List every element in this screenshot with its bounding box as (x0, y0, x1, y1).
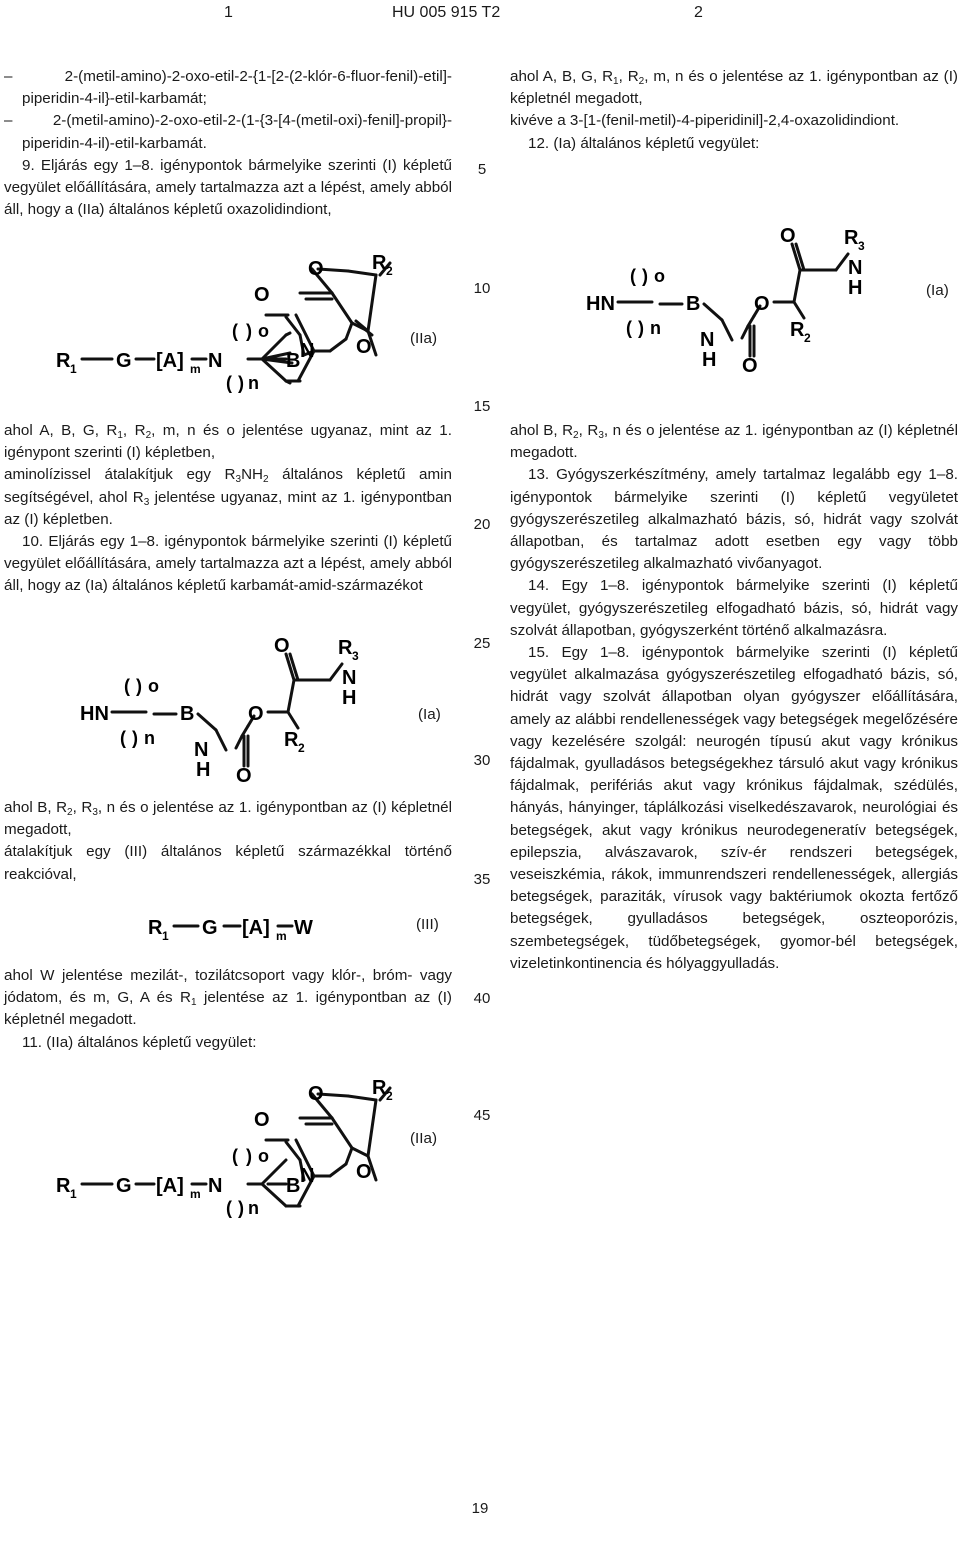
header-page-left: 1 (224, 4, 233, 21)
line-number: 25 (473, 635, 491, 652)
svg-text:R: R (284, 729, 299, 751)
left-claim10-cont (4, 797, 452, 886)
svg-text:N: N (300, 1165, 315, 1187)
svg-text:O: O (254, 284, 270, 306)
svg-text:): ) (246, 1146, 252, 1166)
svg-text:n: n (650, 318, 661, 338)
compound-item: – 2-(metil-amino)-2-oxo-etil-2-{1-[2-(2-klór-6-fluor-fenil)-etil]-piperidin-4-il}-etil-karbamát; (4, 68, 452, 108)
svg-text:R: R (56, 1175, 71, 1197)
svg-text:O: O (780, 225, 796, 247)
svg-text:G: G (116, 1175, 132, 1197)
definition-text: ahol B, $R_2$, $R_3$, n és o jelentése az 1. igénypontban az (I) képletnél megadott. (510, 422, 958, 462)
formula-IIa-2 (50, 1077, 450, 1220)
svg-text:R: R (844, 227, 859, 249)
svg-text:): ) (136, 676, 142, 696)
svg-text:N: N (700, 329, 715, 351)
definition-text: kivéve a 3-[1-(fenil-metil)-4-piperidinil]-2,4-oxazolidindiont. (510, 112, 900, 130)
svg-text:1: 1 (70, 1187, 77, 1201)
formula-label: (IIa) (410, 330, 438, 347)
definition-text: aminolízissel átalakítjuk egy $R_3NH_2$ általános képletű amin segítségével, ahol $R_3$ jelentése ugyanaz, mint az 1. igénypontban az (I) képletben. (4, 466, 452, 528)
claim-15: 15. Egy 1–8. igénypontok bármelyike szerinti (I) képletű vegyület alkalmazása gyógyszerészetileg elfogadható bázis, só, hidrát vagy szolvát állapotban olyan gyógyszer előállítására, amely az alábbi rendellenességek vagy betegségek megelőzésére vagy kezelésére szolgál: neurogén típusú akut vagy krónikus fájdalmak, gyulladásos betegségekhez társuló akut vagy krónikus fájdalmak, perifériás akut vagy krónikus fájdalmak, szédülés, hányás, hányinger, táplálkozási viselkedészavarok, neurológiai és betegségek, akut vagy krónikus neurodegeneratív betegségek, epilepszia, alvászavarok, szív-ér rendszeri betegségek, veseiszkémia, rákok, immunrendszeri rendellenességek, allergiás betegségek, paraziták, vírusok vagy baktériumok okozta fertőző betegségek, gyulladásos betegségek, oszteoporózis, szembetegségek, tüdőbetegségek, gyomor-bél betegségek, vizeletinkontinencia és hólyaggyulladás. (510, 644, 958, 972)
svg-text:O: O (248, 703, 264, 725)
svg-text:): ) (638, 318, 644, 338)
svg-text:): ) (132, 728, 138, 748)
svg-text:o: o (148, 676, 159, 696)
svg-text:): ) (238, 1198, 244, 1218)
svg-text:(: ( (232, 1146, 238, 1166)
svg-text:O: O (274, 635, 290, 657)
svg-text:H: H (196, 759, 211, 781)
line-number: 15 (473, 398, 491, 415)
left-claim10-end (4, 965, 452, 1054)
svg-text:n: n (248, 373, 259, 393)
definition-text: ahol W jelentése mezilát-, tozilátcsoport vagy klór-, bróm- vagy jódatom, és m, G, A és $R_1$ jelentése az 1. igénypontban az (I) képletnél megadott. (4, 967, 452, 1029)
claim-12: 12. (Ia) általános képletű vegyület: (528, 134, 760, 152)
svg-text:R: R (148, 917, 163, 939)
claim-10: 10. Eljárás egy 1–8. igénypontok bármelyike szerinti (I) képletű vegyület előállítására, amely tartalmazza azt a lépést, amely abból áll, hogy az (Ia) általános képletű karbamát-amid-származékot (4, 533, 452, 595)
svg-text:[A]: [A] (156, 350, 184, 372)
svg-text:O: O (754, 293, 770, 315)
svg-text:B: B (180, 703, 195, 725)
svg-text:m: m (190, 362, 201, 376)
svg-text:O: O (356, 336, 372, 358)
claim-14: 14. Egy 1–8. igénypontok bármelyike szerinti (I) képletű vegyület, gyógyszerészetileg elfogadható bázis, só, hidrát vagy szolvát állapotban, gyógyszerként történő alkalmazásra. (510, 577, 958, 639)
svg-text:R: R (56, 350, 71, 372)
line-number: 5 (477, 161, 487, 178)
claim-11: 11. (IIa) általános képletű vegyület: (22, 1033, 257, 1051)
svg-text:2: 2 (386, 264, 393, 278)
svg-text:3: 3 (352, 649, 359, 663)
svg-text:N: N (300, 340, 315, 362)
svg-text:o: o (258, 1146, 269, 1166)
svg-text:W: W (294, 917, 313, 939)
claim-13: 13. Gyógyszerkészítmény, amely tartalmaz legalább egy 1–8. igénypontok bármelyike szerinti (I) képletű vegyületet gyógyszerészetileg alkalmazható bázis, só, hidrát vagy szolvát állapotban, és tartalmaz adott esetben egy vagy több gyógyszerészetileg alkalmazható vivőanyagot. (510, 466, 958, 573)
svg-text:(: ( (226, 1198, 232, 1218)
svg-text:R: R (372, 252, 387, 274)
svg-text:n: n (248, 1198, 259, 1218)
left-intro-block (4, 66, 452, 221)
svg-text:G: G (202, 917, 218, 939)
svg-text:R: R (372, 1077, 387, 1099)
svg-text:G: G (116, 350, 132, 372)
definition-text: átalakítjuk egy (III) általános képletű származékkal történő reakcióval, (4, 843, 452, 883)
definition-text: ahol B, $R_2$, $R_3$, n és o jelentése az 1. igénypontban az (I) képletnél megadott, (4, 799, 452, 839)
definition-text: ahol A, B, G, $R_1$, $R_2$, m, n és o jelentése az 1. igénypontban az (I) képletnél megadott, (510, 68, 958, 108)
svg-text:2: 2 (298, 741, 305, 755)
definition-text: ahol A, B, G, $R_1$, $R_2$, m, n és o jelentése ugyanaz, mint az 1. igénypont szerinti (I) képletben, (4, 422, 452, 462)
svg-text:(: ( (226, 373, 232, 393)
right-claims-block (510, 420, 958, 975)
svg-text:n: n (144, 728, 155, 748)
svg-text:H: H (702, 349, 717, 371)
svg-text:1: 1 (70, 362, 77, 376)
svg-text:N: N (342, 667, 357, 689)
svg-text:H: H (848, 277, 863, 299)
svg-text:): ) (238, 373, 244, 393)
right-intro-block (510, 66, 958, 155)
formula-label: (IIa) (410, 1130, 438, 1147)
compound-item: – 2-(metil-amino)-2-oxo-etil-2-(1-{3-[4-(metil-oxi)-fenil]-propil}-piperidin-4-il)-etil-karbamát. (4, 112, 452, 152)
svg-text:m: m (190, 1187, 201, 1201)
svg-text:2: 2 (386, 1089, 393, 1103)
formula-Ia-2 (582, 225, 912, 377)
svg-text:N: N (848, 257, 863, 279)
svg-text:R: R (790, 319, 805, 341)
svg-text:H: H (342, 687, 357, 709)
formula-label: (Ia) (418, 706, 441, 723)
svg-text:(: ( (124, 676, 130, 696)
page-number: 19 (471, 1500, 489, 1517)
svg-text:(: ( (120, 728, 126, 748)
svg-text:2: 2 (804, 331, 811, 345)
svg-text:O: O (308, 1083, 324, 1105)
line-number: 45 (473, 1107, 491, 1124)
svg-text:[A]: [A] (242, 917, 270, 939)
formula-Ia-1 (76, 635, 406, 787)
header-patent-number: HU 005 915 T2 (392, 4, 501, 21)
claim-9: 9. Eljárás egy 1–8. igénypontok bármelyike szerinti (I) képletű vegyület előállítására, amely tartalmazza azt a lépést, amely abból áll, hogy a (IIa) általános képletű oxazolidindiont, (4, 156, 452, 219)
line-number: 10 (473, 280, 491, 297)
svg-text:[A]: [A] (156, 1175, 184, 1197)
formula-III (148, 912, 318, 952)
svg-text:B: B (286, 1175, 301, 1197)
svg-text:m: m (276, 929, 287, 943)
svg-text:o: o (258, 321, 269, 341)
svg-text:O: O (254, 1109, 270, 1131)
line-number: 20 (473, 516, 491, 533)
formula-label: (Ia) (926, 282, 949, 299)
svg-text:B: B (286, 350, 301, 372)
svg-text:): ) (246, 321, 252, 341)
svg-text:(: ( (630, 266, 636, 286)
svg-text:): ) (642, 266, 648, 286)
svg-text:O: O (356, 1161, 372, 1183)
formula-IIa-1 (50, 252, 450, 395)
svg-text:O: O (236, 765, 252, 787)
svg-text:R: R (338, 637, 353, 659)
svg-text:B: B (686, 293, 701, 315)
formula-label: (III) (416, 916, 439, 933)
line-number: 40 (473, 990, 491, 1007)
svg-text:N: N (194, 739, 209, 761)
svg-text:O: O (308, 258, 324, 280)
svg-text:(: ( (232, 321, 238, 341)
svg-text:N: N (208, 1175, 223, 1197)
header-page-right: 2 (694, 4, 703, 21)
svg-text:N: N (208, 350, 223, 372)
svg-text:3: 3 (858, 239, 865, 253)
left-claim9-cont (4, 420, 452, 598)
svg-text:HN: HN (586, 293, 615, 315)
svg-text:HN: HN (80, 703, 109, 725)
line-number: 35 (473, 871, 491, 888)
svg-text:O: O (742, 355, 758, 377)
line-number: 30 (473, 752, 491, 769)
svg-text:(: ( (626, 318, 632, 338)
svg-text:1: 1 (162, 929, 169, 943)
svg-text:o: o (654, 266, 665, 286)
